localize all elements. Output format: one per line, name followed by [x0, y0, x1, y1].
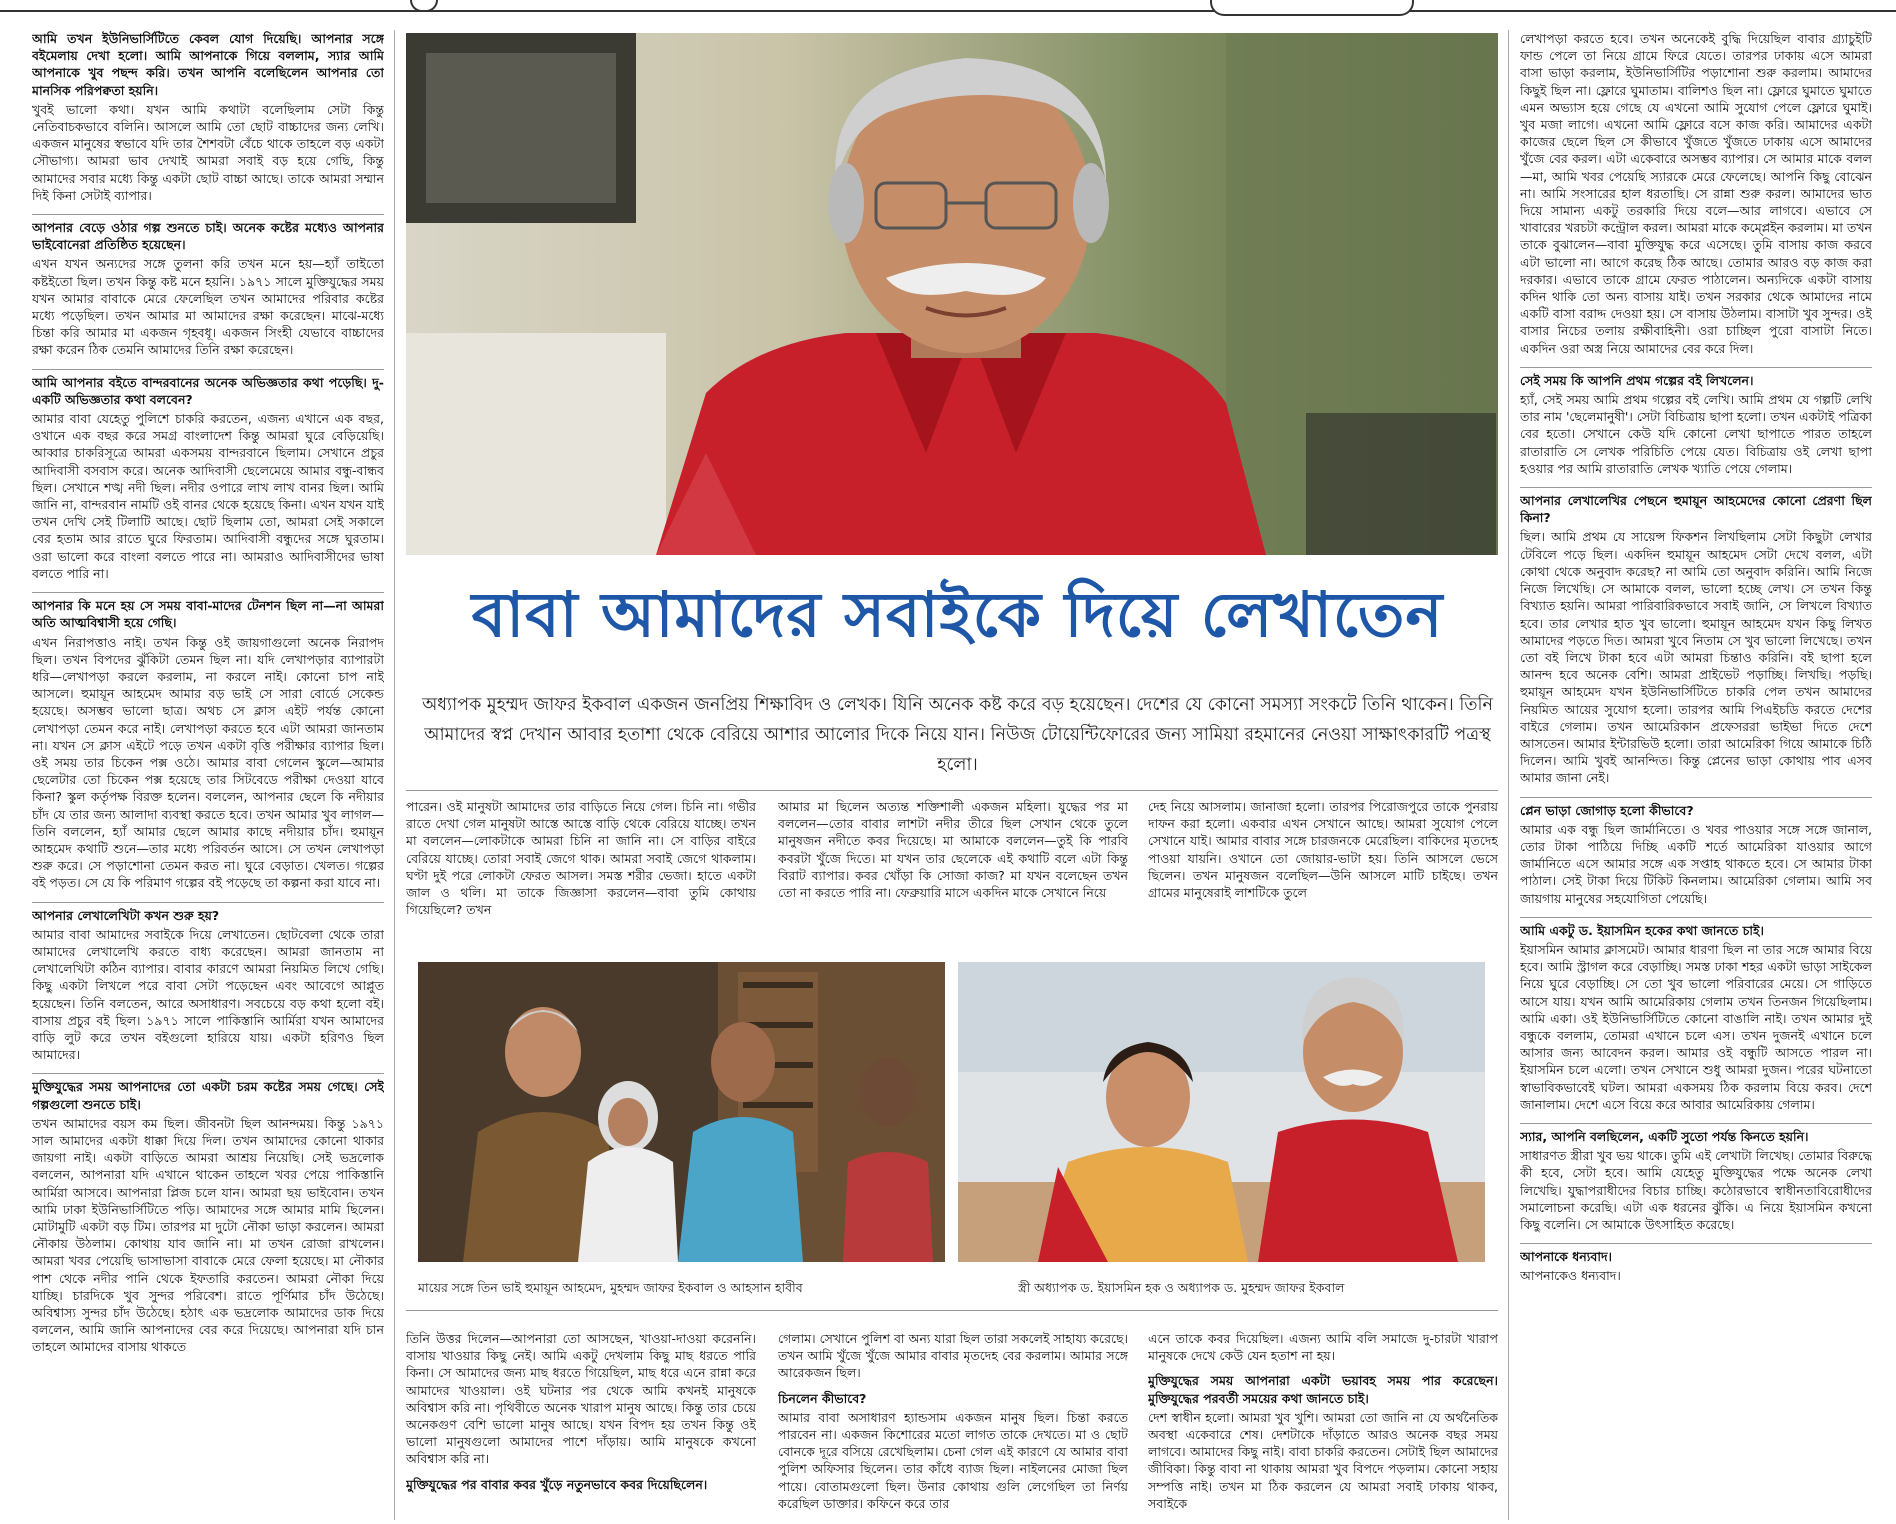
- interview-answer: সাধারণত স্ত্রীরা খুব ভয় থাকে। তুমি এই লেখাটা লিখেছ। তোমার বিরুদ্ধে কী হবে, সেটা হবে। আমি যেহেতু মুক্তিযুদ্ধের পক্ষে অনেক লেখা লিখেছি। যুদ্ধাপরাধীদের বিচার চাচ্ছি। কঠোরভাবে স্বাধীনতাবিরোধীদের সমালোচনা করেছি। এটা এক ধরনের ঝুঁকি। এ নিয়ে ইয়াসমিন কখনো কিছু বলেনি। সে আমাকে উৎসাহিত করেছে।: [1520, 1148, 1872, 1232]
- interview-question: চিনলেন কীভাবে?: [778, 1390, 867, 1406]
- interview-question: মুক্তিযুদ্ধের পর বাবার কবর খুঁড়ে নতুনভাবে কবর দিয়েছিলেন।: [406, 1476, 708, 1492]
- article-headline: বাবা আমাদের সবাইকে দিয়ে লেখাতেন: [471, 578, 1444, 651]
- article-column-mid-1: পারেন। ওই মানুষটা আমাদের তার বাড়িতে নিয়ে গেল। চিনি না। গভীর রাতে দেখা গেল মানুষটা আস্তে আস্তে বাড়ি থেকে বেরিয়ে যাচ্ছে। তখন মা বললেন—লোকটাকে আমরা চিনি না জানি না। সে বাড়ির বাইরে বেরিয়ে যাচ্ছে। তোরা সবাই জেগে থাক। আমরা সবাই জেগে থাকলাম। ঘণ্টা দুই পরে লোকটা ফেরত আসল। সমস্ত শরীর ভেজা। হাতে একটা জাল ও থলি। মা তাকে জিজ্ঞাসা করলেন—বাবা তুমি কোথায় গিয়েছিলে? তখন: [406, 799, 756, 918]
- portrait-image: [406, 33, 1498, 555]
- interview-answer: গেলাম। সেখানে পুলিশ বা অন্য যারা ছিল তারা সকলেই সাহায্য করেছে। তখন আমি খুঁজে খুঁজে আমার বাবার মৃতদেহ বের করলাম। আমার সঙ্গে আরেকজন ছিল।: [778, 1331, 1128, 1381]
- article-column-right: [1520, 30, 1872, 1522]
- interview-question: আপনার কি মনে হয় সে সময় বাবা-মাদের টেনশন ছিল না—না আমরা অতি আত্মবিশ্বাসী হয়ে গেছি।: [32, 592, 384, 631]
- interview-answer: তখন আমাদের বয়স কম ছিল। জীবনটা ছিল আনন্দময়। কিন্তু ১৯৭১ সাল আমাদের একটা ধাক্কা দিয়ে দিল। তখন আমাদের কোনো থাকার জায়গা নাই। একটা বাড়িতে আমরা আশ্রয় নিয়েছি। সেই ভদ্রলোক বললেন, আপনারা যদি এখানে থাকেন তাহলে খবর পেয়ে পাকিস্তানি আর্মিরা আসবে। আপনারা প্লিজ চলে যান। আমরা ছয় ভাইবোন। তখন আমি ঢাকা ইউনিভার্সিটিতে পড়ি। আমাদের সঙ্গে আমার মামি ছিলেন। মোটামুটি একটা বড় টিম। তারপর মা দুটো নৌকা ভাড়া করলেন। আমরা নৌকায় উঠলাম। কোথায় যাব জানি না। মা তখন রোজা রাখলেন। আমরা খবর পেয়েছি ভাসাভাসা বাবাকে মেরে ফেলা হয়েছে। মা নৌকার পাশ থেকে নদীর পানি থেকে ইফতারি করতেন। আমরা নৌকা দিয়ে যাচ্ছি। চারদিকে খুব সুন্দর পরিবেশ। রাতে পূর্ণিমার চাঁদ উঠেছে। অবিশ্বাস্য সুন্দর চাঁদ উঠেছে। হঠাৎ এক ভদ্রলোক আমাদের ডাক দিয়ে বললেন, আমি জানি আপনাদের বের করে দিয়েছে। আপনারা যদি চান তাহলে আমাদের বাসায় থাকতে: [32, 1115, 384, 1355]
- interview-answer: তিনি উত্তর দিলেন—আপনারা তো আসছেন, খাওয়া-দাওয়া করেননি। বাসায় খাওয়ার কিছু নেই। আমি একটু দেখলাম কিছু মাছ ধরতে পারি কিনা। সে আমাদের জন্য মাছ ধরতে গিয়েছিল, মাছ ধরে এনে রান্না করে আমাদের খাওয়াল। ওই ঘটনার পর থেকে আমি কখনই মানুষকে অবিশ্বাস করি না। পৃথিবীতে অনেক খারাপ মানুষ আছে। কিন্তু তার চেয়ে অনেকগুণ বেশি ভালো মানুষ আছে। যখন বিপদ হয় তখন কিন্তু ওই ভালো মানুষগুলো আমাদের পাশে দাঁড়ায়। আমি মানুষকে কখনো অবিশ্বাস করি না।: [406, 1331, 756, 1467]
- interview-answer: আমার বাবা যেহেতু পুলিশে চাকরি করতেন, এজন্য এখানে এক বছর, ওখানে এক বছর করে সমগ্র বাংলাদেশ কিন্তু আমরা ঘুরে বেড়িয়েছি। আব্বার চাকরিসূত্রে আমরা একসময় বান্দরবানে ছিলাম। সেখানে প্রচুর আদিবাসী বসবাস করে। অনেক আদিবাসী ছেলেমেয়ে আমার বন্ধু-বান্ধব ছিল। সেখানে শঙ্খ নদী ছিল। নদীর ওপারে লাখ লাখ বানর ছিল। আমি জানি না, বান্দরবান নামটি ওই বানর থেকে হয়েছে কিনা। এখন যখন যাই তখন দেখি সেই টিলাটি আছে। ছোট ছিলাম তো, আমরা সেই সকালে বের হতাম আর রাতে ঘুরে ফিরতাম। আদিবাসী বন্ধুদের সঙ্গে ঘুরতাম। ওরা ভালো করে বাংলা বলতে পারে না। আমরাও আদিবাসীদের ভাষা বলতে পারি না।: [32, 411, 384, 581]
- column-divider: [394, 30, 395, 1520]
- section-tab: [1210, 0, 1414, 16]
- interview-question: আমি আপনার বইতে বান্দরবানের অনেক অভিজ্ঞতার কথা পড়েছি। দু-একটি অভিজ্ঞতার কথা বলবেন?: [32, 369, 384, 408]
- interview-answer: ইয়াসমিন আমার ক্লাসমেট। আমার ধারণা ছিল না তার সঙ্গে আমার বিয়ে হবে। আমি স্ট্রাগল করে বেড়াচ্ছি। সমস্ত ঢাকা শহর একটা ভাড়া সাইকেল নিয়ে ঘুরে বেড়াচ্ছি। সে তো খুব ভালো পরিবারের মেয়ে। সে গাড়িতে আসে যায়। যখন আমি আমেরিকায় গেলাম তখন তিনজন গিয়েছিলাম। আমি একা। ওই ইউনিভার্সিটিতে কোনো বাঙালি নাই। তখন আমার দুই বন্ধুকে বললাম, তোমরা এখানে চলে এস। তখন দুজনই এখানে চলে আসার জন্য আবেদন করল। আমার ওই বন্ধুটি আসতে পারল না। ইয়াসমিন চলে এলো। তখন সেখানে শুধু আমরা দুজন। পরের ঘটনাতো স্বাভাবিকভাবেই ঘটল। আমরা একসময় ঠিক করলাম বিয়ে করব। দেশে জানালাম। দেশে এসে বিয়ে করে আবার আমেরিকায় গেলাম।: [1520, 941, 1872, 1112]
- interview-question: আমি একটু ড. ইয়াসমিন হকের কথা জানতে চাই।: [1520, 917, 1872, 939]
- caption-divider: [406, 1310, 1498, 1311]
- interview-question: প্লেন ভাড়া জোগাড় হলো কীভাবে?: [1520, 797, 1872, 819]
- interview-answer: লেখাপড়া করতে হবে। তখন অনেকেই বুদ্ধি দিয়েছিল বাবার গ্র্যাচুইটি ফান্ড পেলে তা নিয়ে গ্রামে ফিরে যেতে। তারপর ঢাকায় এসে আমরা বাসা ভাড়া করলাম, ইউনিভার্সিটির পড়াশোনা শুরু করলাম। আমাদের কিছুই ছিল না। ফ্লোরে ঘুমাতাম। বালিশও ছিল না। ফ্লোরে ঘুমাতে ঘুমাতে এমন অভ্যাস হয়ে গেছে যে এখনো আমি সুযোগ পেলে ফ্লোরে ঘুমাই। খুব মজা লাগে। এখনো আমি ফ্লোরে বসে কাজ করি। আমাদের একটা কাজের ছেলে ছিল সে কীভাবে খুঁজতে খুঁজতে ঢাকায় এসে আমাদের খুঁজে বের করল। এটা একেবারে অসম্ভব ব্যাপার। সে আমার মাকে বলল—মা, আমি খবর পেয়েছি স্যারকে মেরে ফেলেছে। আপনি কিছু বোঝেন না। আমি সংসারের হাল ধরতাছি। সে রান্না শুরু করল। আমাদের ভাত দিয়ে সামান্য একটু তরকারি দিয়ে বলে—আর লাগবে। এভাবে সে খাবারের খরচটা কন্ট্রোল করল। আমরা মাকে কম্প্লেইন করলাম। মা তখন তাকে বুঝালেন—বাবা মুক্তিযুদ্ধ করে এসেছে। তুমি বাসায় কাজ করবে এটা ভালো না। আগে করেছ ঠিক আছে। তোমার আরও বড় কাজ করা দরকার। এভাবে তাকে গ্রামে ফেরত পাঠালেন। অন্যদিকে একটা বাসায় কদিন থাকি তো অন্য বাসায় যাই। তখন সরকার থেকে আমাদের নামে একটি বাসা বরাদ্দ দেওয়া হয়। সে বাসায় উঠলাম। বাসাটা খুব সুন্দর। ওই বাসার নিচের তলায় রক্ষীবাহিনী। ওরা চাচ্ছিল পুরো বাসাটা নিতে। একদিন ওরা অস্ত্র নিয়ে আমাদের বের করে দিল।: [1520, 31, 1872, 356]
- family-photo-caption: মায়ের সঙ্গে তিন ভাই হুমায়ূন আহমেদ, মুহম্মদ জাফর ইকবাল ও আহসান হাবীব: [418, 1280, 803, 1295]
- column-divider: [1508, 30, 1509, 1520]
- interview-answer: আপনাকেও ধন্যবাদ।: [1520, 1268, 1621, 1284]
- interview-answer: আমার বাবা আমাদের সবাইকে দিয়ে লেখাতেন। ছোটবেলা থেকে তারা আমাদের লেখালেখি করতে বাধ্য করেছেন। আমরা জানতাম না লেখালেখিটা কঠিন ব্যাপার। বাবার কারণে আমরা নিয়মিত লিখে গেছি। কিছু একটা লিখলে পরে বাবা সেটা পড়েছেন এবং আবেগে আপ্লুত হয়েছেন। তিনি বলতেন, আরে অসাধারণ। সবচেয়ে বড় কথা হলো বই। বাসায় প্রচুর বই ছিল। ১৯৭১ সালে পাকিস্তানি আর্মিরা যখন আমাদের বাড়ি লুট করে তখন বইগুলো হারিয়ে যায়। একটা হরিণও ছিল আমাদের।: [32, 926, 384, 1063]
- family-image: [418, 962, 945, 1262]
- article-column-bottom-1: [406, 1330, 756, 1520]
- article-column-bottom-2: [778, 1330, 1128, 1520]
- interview-question: আপনার লেখালেখির পেছনে হুমায়ূন আহমেদের কোনো প্রেরণা ছিল কিনা?: [1520, 487, 1872, 526]
- interview-question: মুক্তিযুদ্ধের সময় আপনাদের তো একটা চরম কষ্টের সময় গেছে। সেই গল্পগুলো শুনতে চাই।: [32, 1073, 384, 1112]
- interview-answer: এখন নিরাপত্তাও নাই। তখন কিন্তু ওই জায়গাগুলো অনেক নিরাপদ ছিল। তখন বিপদের ঝুঁকিটা তেমন ছিল না। যদি লেখাপড়ার ব্যাপারটা ধরি—লেখাপড়া করলে করলাম, না করলে নাই। কোনো চাপ নাই আসলে। হুমায়ূন আহমেদ আমার বড় ভাই সে সারা বোর্ডে সেকেন্ড হয়েছে। অসম্ভব ভালো ছাত্র। অথচ সে ক্লাস এইট পর্যন্ত কোনো লেখাপড়া তেমন করে নাই। লেখাপড়া করতে হবে এটা আমরা জানতাম না। যখন সে ক্লাস এইটে পড়ে তখন একটা বৃত্তি পরীক্ষার ব্যাপার ছিল। ওই সময় তার চিকেন পক্স ওঠে। আমার বাবা গেলেন স্কুলে—আমার ছেলেটার তো চিকেন পক্স হয়েছে তার সিটবেডে পরীক্ষা দেওয়া যাবে কিনা? স্কুল কর্তৃপক্ষ বিরক্ত হলেন। বললেন, আপনার ছেলে কি নদীয়ার চাঁদ যে তার জন্য আলাদা ব্যবস্থা করতে হবে। তখন আমার খুব লাগল—তিনি বললেন, হ্যাঁ আমার ছেলে আমার কাছে নদীয়ার চাঁদ। হুমায়ূন আহমেদ কথাটি শুনে—তার মধ্যে পরিবর্তন আসে। সে তখন লেখাপড়া শুরু করে। সে পড়াশোনা তেমন করত না। ঘুরে বেড়াত। খেলত। গল্পের বই পড়ত। সে যে কি পরিমাণ গল্পের বই পড়েছে তা কল্পনা করা যাবে না।: [32, 634, 384, 891]
- interview-answer: এনে তাকে কবর দিয়েছিল। এজন্য আমি বলি সমাজে দু-চারটা খারাপ মানুষকে দেখে কেউ যেন হতাশ না হয়।: [1148, 1331, 1498, 1364]
- article-intro: অধ্যাপক মুহম্মদ জাফর ইকবাল একজন জনপ্রিয় শিক্ষাবিদ ও লেখক। যিনি অনেক কষ্ট করে বড় হয়েছেন। দেশের যে কোনো সমস্যা সংকটে তিনি থাকেন। তিনি আমাদের স্বপ্ন দেখান আবার হতাশা থেকে বেরিয়ে আশার আলোর দিকে নিয়ে যান। নিউজ টোয়েন্টিফোরের জন্য সামিয়া রহমানের নেওয়া সাক্ষাৎকারটি পত্রস্থ হলো।: [422, 695, 1493, 775]
- interview-answer: এখন যখন অন্যদের সঙ্গে তুলনা করি তখন মনে হয়—হ্যাঁ তাইতো কষ্টইতো ছিল। তখন কিন্তু কষ্ট মনে হয়নি। ১৯৭১ সালে মুক্তিযুদ্ধের সময় যখন আমার বাবাকে মেরে ফেলেছিল তখন আমাদের পরিবার কষ্টের মধ্যে পড়েছিল। তখন আমার মা আমাদের রক্ষা করেছেন। মাঝে-মধ্যে চিন্তা করি আমার মা একজন গৃহবধূ। একজন সিংহী যেভাবে বাচ্চাদের রক্ষা করেন ঠিক তেমনি আমাদের তিনি রক্ষা করেছেন।: [32, 256, 384, 358]
- interview-question: মুক্তিযুদ্ধের সময় আপনারা একটা ভয়াবহ সময় পার করেছেন। মুক্তিযুদ্ধের পরবর্তী সময়ের কথা জানতে চাই।: [1148, 1373, 1498, 1406]
- interview-answer: দেশ স্বাধীন হলো। আমরা খুব খুশি। আমরা তো জানি না যে অর্থনৈতিক অবস্থা একেবারে শেষ। দেশটাকে দাঁড়াতে আরও অনেক বছর সময় লাগবে। আমাদের কিছু নাই। বাবা চাকরি করতেন। সেটাই ছিল আমাদের জীবিকা। কিন্তু বাবা না থাকায় আমরা খুব বিপদে পড়লাম। কোনো সহায় সম্পত্তি নাই। তখন মা ঠিক করলেন যে আমরা সবাই ঢাকায় থাকব, সবাইকে: [1148, 1409, 1498, 1511]
- article-column-mid-2: আমার মা ছিলেন অত্যন্ত শক্তিশালী একজন মহিলা। যুদ্ধের পর মা বললেন—তোর বাবার লাশটা নদীর তীরে ছিল সেখান থেকে তুলে মানুষজন নদীতে কবর দিয়েছে। মা আমাকে বললেন—তুই কি পারবি কবরটা খুঁজে দিতে। মা যখন তার ছেলেকে এই কথাটি বলে এটা কিন্তু বিরাট ব্যাপার। কবর খোঁড়া কি সোজা কাজ? মা যখন বলেছেন তখন তো না করতে পারি না। ফেব্রুয়ারি মাসে একদিন মাকে সেখানে নিয়ে: [778, 799, 1128, 901]
- interview-question: সেই সময় কি আপনি প্রথম গল্পের বই লিখলেন।: [1520, 367, 1872, 389]
- interview-answer: আমার এক বন্ধু ছিল জার্মানিতে। ও খবর পাওয়ার সঙ্গে সঙ্গে জানাল, তোর টাকা পাঠিয়ে দিচ্ছি একটি শর্তে আমেরিকা যাওয়ার আগে জার্মানিতে এসে আমার সঙ্গে এক সপ্তাহ থাকতে হবে। সে আমার টাকা পাঠাল। সেই টাকা দিয়ে টিকিট কিনলাম। আমেরিকা গেলাম। আমি সব জায়গায় মানুষের সহযোগিতা পেয়েছি।: [1520, 821, 1872, 906]
- couple-photo-caption: স্ত্রী অধ্যাপক ড. ইয়াসমিন হক ও অধ্যাপক ড. মুহম্মদ জাফর ইকবাল: [1018, 1280, 1345, 1295]
- interview-question: আপনার লেখালেখিটা কখন শুরু হয়?: [32, 902, 384, 924]
- intro-divider: [406, 790, 1498, 791]
- couple-image: [958, 962, 1485, 1262]
- interview-answer: হ্যাঁ, সেই সময় আমি প্রথম গল্পের বই লেখি। আমি প্রথম যে গল্পটি লেখি তার নাম 'ছেলেমানুষী'। সেটা বিচিত্রায় ছাপা হলো। তখন একটাই পত্রিকা বের হতো। সেখানে কেউ যদি কোনো লেখা ছাপাতে পারত তাহলে রাতারাতি সে লেখক পরিচিতি পেয়ে যেত। বিচিত্রায় ওই লেখা ছাপা হওয়ার পর আমি রাতারাতি লেখক খ্যাতি পেয়ে গেলাম।: [1520, 392, 1872, 476]
- interview-answer: আমার বাবা অসাধারণ হ্যান্ডসাম একজন মানুষ ছিল। চিন্তা করতে পারবেন না। একজন কিশোরের মতো লাগত তাকে দেখতে। মা ও ছোট বোনকে দূরে বসিয়ে রেখেছিলাম। চেনা গেল এই কারণে যে আমার বাবা পুলিশ অফিসার ছিলেন। তার কাঁধে ব্যাজ ছিল। নাইলনের মোজা ছিল পায়ে। বোতামগুলো ছিল। উনার কোথায় গুলি লেগেছিল তা নির্ণয় করেছিল ডাক্তার। কফিনে করে তার: [778, 1409, 1128, 1511]
- article-column-mid-3: দেহ নিয়ে আসলাম। জানাজা হলো। তারপর পিরোজপুরে তাকে পুনরায় দাফন করা হলো। একবার এখন সেখানে আছে। আমরা সুযোগ পেলে সেখানে যাই। আমার বাবার সঙ্গে চারজনকে মেরেছিল। বাকিদের মৃতদেহ পাওয়া যায়নি। ওখানে তো জোয়ার-ভাটা হয়। তিনি আসলে ভেসে ছিলেন। তখন মানুষজন বলেছিল—উনি আসলে মাটি চাইছে। তখন গ্রামের মানুষেরাই লাশটিকে তুলে: [1148, 799, 1498, 901]
- interview-question: আমি তখন ইউনিভার্সিটিতে কেবল যোগ দিয়েছি। আপনার সঙ্গে বইমেলায় দেখা হলো। আমি আপনাকে গিয়ে বললাম, স্যার আমি আপনাকে খুব পছন্দ করি। তখন আপনি বলেছিলেন আপনার তো মানসিক পরিপক্বতা হয়নি।: [32, 31, 384, 98]
- interview-question: আপনাকে ধন্যবাদ।: [1520, 1243, 1872, 1265]
- top-border: [0, 0, 1896, 12]
- main-portrait-photo: [406, 33, 1498, 555]
- interview-answer: ছিল। আমি প্রথম যে সায়েন্স ফিকশন লিখছিলাম সেটা কিছুটা লেখার টেবিলে পড়ে ছিল। একদিন হুমায়ূন আহমেদ সেটা দেখে বলল, এটা কোথা থেকে অনুবাদ করেছ? না আমি তো অনুবাদ করিনি। আমি নিজে নিজে লিখেছি। সে আমাকে বলল, ভালো হচ্ছে লেখ। সে তখন কিন্তু বিখ্যাত হয়নি। আমরা পারিবারিকভাবে সবাই জানি, সে লিখলে বিখ্যাত হবে। তার লেখার হাত খুব ভালো। হুমায়ূন আহমেদ যখন কিছু লিখত আমাদের পড়তে দিত। আমরা খুবে নিতাম সে খুব ভালো লিখেছে। তখন তো বই লিখে টাকা হবে এটা আমরা চিন্তাও করিনি। বই ছাপা হলে আনন্দ হবে অনেক বেশি। আমরা প্রাইভেট পড়াচ্ছি। লিখছি। পড়ছি। হুমায়ূন আহমেদ যখন ইউনিভার্সিটিতে চাকরি পেল তখন আমাদের নিয়মিত আয়ের সুযোগ হলো। তারপর আমি পিএইচডি করতে দেশের বাইরে গেলাম। তখন আমেরিকান প্রফেসররা ভাইভা দিতে দেশে আসতেন। আমার ইন্টারভিউ হলো। তারা আমেরিকা গিয়ে আমাকে চিঠি দিলেন। আমি খুবই আনন্দিত। কিন্তু প্লেনের ভাড়া কোথায় পাব এসব আমার জানা নেই।: [1520, 529, 1872, 786]
- interview-question: স্যার, আপনি বলছিলেন, একটি সুতো পর্যন্ত কিনতে হয়নি।: [1520, 1123, 1872, 1145]
- couple-photo: [958, 962, 1485, 1262]
- article-column-left: [32, 30, 384, 1522]
- family-photo: [418, 962, 945, 1262]
- interview-question: আপনার বেড়ে ওঠার গল্প শুনতে চাই। অনেক কষ্টের মধ্যেও আপনার ভাইবোনেরা প্রতিষ্ঠিত হয়েছেন।: [32, 214, 384, 253]
- interview-answer: খুবই ভালো কথা। যখন আমি কথাটা বলেছিলাম সেটা কিন্তু নেতিবাচকভাবে বলিনি। আসলে আমি তো ছোট বাচ্চাদের জন্য লেখি। একজন মানুষের স্বভাবে যদি তার শৈশবটা বেঁচে থাকে তাহলে বড় একটা সৌভাগ্য। আমরা ভাব দেখাই আমরা সবাই বড় হয়ে গেছি, কিন্তু আমাদের সবার মধ্যে কিন্তু একটা ছোট বাচ্চা আছে। তাকে আমরা সম্মান দিই কিনা সেটাই ব্যাপার।: [32, 101, 384, 203]
- article-column-bottom-3: [1148, 1330, 1498, 1520]
